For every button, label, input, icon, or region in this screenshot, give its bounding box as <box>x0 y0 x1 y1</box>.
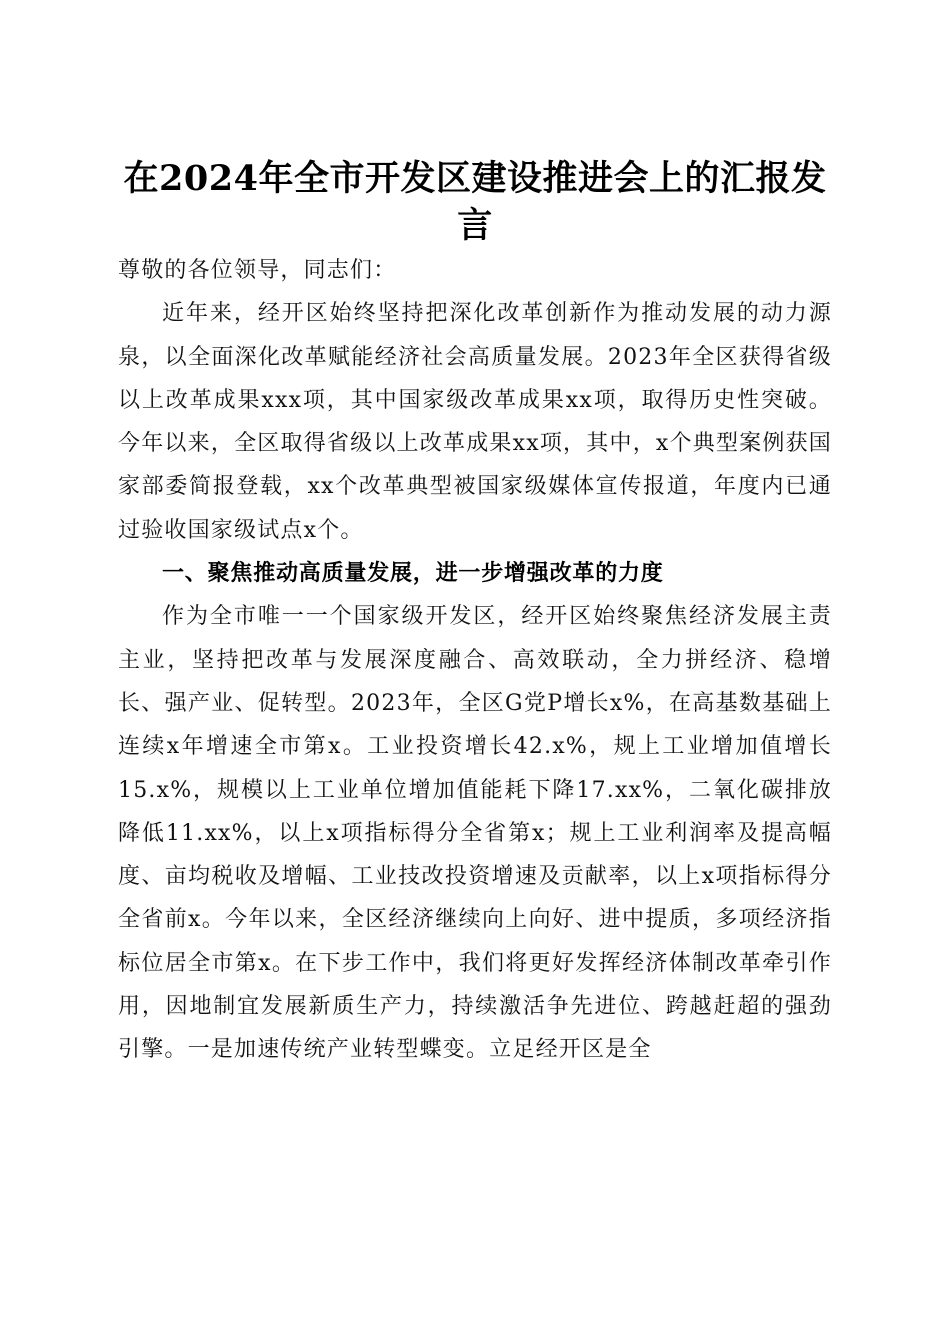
salutation: 尊敬的各位领导，同志们： <box>118 258 397 283</box>
intro-paragraph: 近年来，经开区始终坚持把深化改革创新作为推动发展的动力源泉，以全面深化改革赋能经济社会高质量发展。2023年全区获得省级以上改革成果xxx项，其中国家级改革成果xx项，取得历史性突破。今年以来，全区取得省级以上改革成果xx项，其中，x个典型案例获国家部委简报登载，xx个改革典型被国家级媒体宣传报道，年度内已通过验收国家级试点x个。 <box>118 301 832 543</box>
document-body <box>118 249 832 1072</box>
section-paragraph: 作为全市唯一一个国家级开发区，经开区始终聚焦经济发展主责主业，坚持把改革与发展深度融合、高效联动，全力拼经济、稳增长、强产业、促转型。2023年，全区G党P增长x%，在高基数基础上连续x年增速全市第x。工业投资增长42.x%，规上工业增加值增长15.x%，规模以上工业单位增加值能耗下降17.xx%，二氧化碳排放降低11.xx%，以上x项指标得分全省第x；规上工业利润率及提高幅度、亩均税收及增幅、工业技改投资增速及贡献率，以上x项指标得分全省前x。今年以来，全区经济继续向上向好、进中提质，多项经济指标位居全市第x。在下步工作中，我们将更好发挥经济体制改革牵引作用，因地制宜发展新质生产力，持续激活争先进位、跨越赶超的强劲引擎。一是加速传统产业转型蝶变。立足经开区是全 <box>118 604 832 1063</box>
document-title: 在2024年全市开发区建设推进会上的汇报发言 <box>123 158 827 247</box>
section-heading: 一、聚焦推动高质量发展，进一步增强改革的力度 <box>162 561 664 587</box>
